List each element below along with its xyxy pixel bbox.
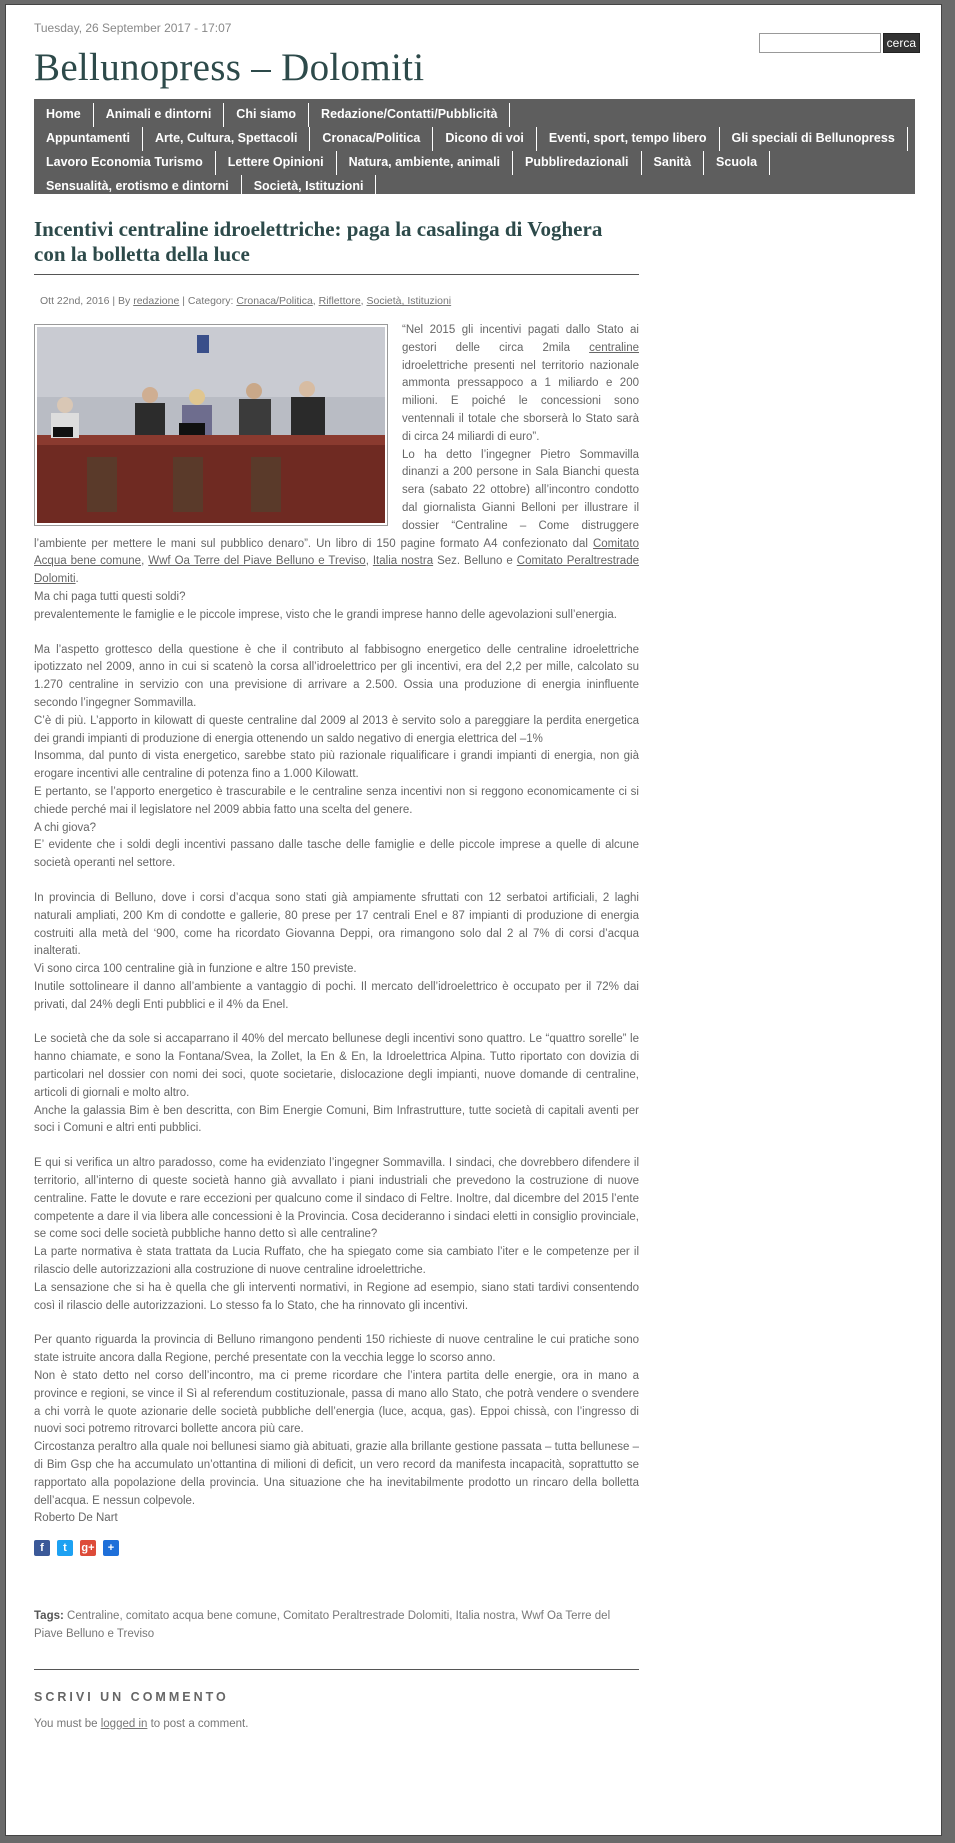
- paragraph: Vi sono circa 100 centraline già in funzione e altre 150 previste.: [34, 963, 357, 976]
- paragraph: Non è stato detto nel corso dell’incontro, ma ci preme ricordare che l’intera partita delle energie, ora in mano a province e regioni, se vince il Sì al referendum costituzionale, passa di mano allo Stato, che potrà vendere o svendere a chi vorrà le quote azionarie delle società pubbliche dell’energia (luce, acqua, gas). Eppoi chissà, con l’ingresso di nuovi soci potremo ritrovarci bollette ancora più care.: [34, 1370, 639, 1436]
- paragraph: Le società che da sole si accaparrano il 40% del mercato bellunese degli incentivi sono quattro. Le “quattro sorelle” le hanno chiamate, e sono la Fontana/Svea, la Zollet, la En & En, la Idroelettrica Alpina. Tutto riportato con dovizia di particolari nel dossier con nomi dei soci, quote societarie, dislocazione degli impianti, nuove domande di centraline, articoli di giornali e molto altro.: [34, 1033, 639, 1099]
- login-link[interactable]: logged in: [100, 1717, 148, 1730]
- nav-item[interactable]: Animali e dintorni: [94, 103, 225, 127]
- search-form: [759, 33, 920, 53]
- nav-item[interactable]: Lavoro Economia Turismo: [34, 151, 216, 175]
- comitato-acqua-link[interactable]: Comitato Acqua bene comune: [34, 537, 639, 568]
- nav-item[interactable]: Redazione/Contatti/Pubblicità: [309, 103, 510, 127]
- paragraph: Ma l’aspetto grottesco della questione è che il contributo al fabbisogno energetico delle centraline idroelettriche ipotizzato nel 2009, anno in cui si scatenò la corsa all’idroelettrico per gli incentivi, era del 2,2 per mille, calcolato su 1.270 centraline in servizio con una previsione di arrivare a 2.500. Ossia una produzione di energia ininfluente secondo l’ingegner Sommavilla.: [34, 643, 639, 709]
- category-prefix: | Category:: [179, 295, 237, 307]
- paragraph: Anche la galassia Bim è ben descritta, con Bim Energie Comuni, Bim Infrastrutture, tutte società di capitali aventi per soci i Comuni e altri enti pubblici.: [34, 1104, 639, 1135]
- nav-item[interactable]: Pubbliredazionali: [513, 151, 642, 175]
- current-date: Tuesday, 26 September 2017 - 17:07: [34, 21, 232, 35]
- nav-item[interactable]: Natura, ambiente, animali: [337, 151, 513, 175]
- tags-label: Tags:: [34, 1610, 64, 1623]
- comment-heading: SCRIVI UN COMMENTO: [34, 1689, 229, 1704]
- conference-photo-image: [37, 327, 385, 523]
- post-content: [34, 217, 639, 1730]
- paragraph: Circostanza peraltro alla quale noi bellunesi siamo già abituati, grazie alla brillante gestione passata – tutta bellunese – di Bim Gsp che ha accumulato un’ottantina di milioni di deficit, un vero record da manifesta incapacità, soprattutto se rapportato alla popolazione della provincia. Una situazione che ha inevitabilmente prodotto un rincaro della bolletta dell’acqua. E nessun colpevole.: [34, 1441, 639, 1507]
- italia-nostra-link[interactable]: Italia nostra: [372, 555, 434, 568]
- nav-item[interactable]: Chi siamo: [224, 103, 309, 127]
- paragraph: E’ evidente che i soldi degli incentivi passano dalle tasche delle famiglie e delle piccole imprese a quelle di alcune società operanti nel settore.: [34, 839, 639, 870]
- author-signature: Roberto De Nart: [34, 1512, 118, 1525]
- main-navigation: [34, 99, 915, 194]
- paragraph: Per quanto riguarda la provincia di Belluno rimangono pendenti 150 richieste di nuove centraline le cui pratiche sono state istruite ancora dalla Regione, perché presentate con la vecchia legge lo scorso anno.: [34, 1334, 639, 1365]
- nav-item[interactable]: Sanità: [642, 151, 705, 175]
- page-frame: [5, 4, 942, 1836]
- nav-item[interactable]: Home: [34, 103, 94, 127]
- nav-item[interactable]: Eventi, sport, tempo libero: [537, 127, 720, 151]
- post-date: Ott 22nd, 2016 | By: [40, 295, 134, 307]
- paragraph: Lo ha detto l’ingegner Pietro Sommavilla dinanzi a 200 persone in Sala Bianchi questa sera (sabato 22 ottobre) all’incontro condotto dal giornalista Gianni Belloni per illustrare il dossier “Centraline – Come distruggere l’ambiente per mettere le mani sul pubblico denaro”. Un libro di 150 pagine formato A4 confezionato dal Comitato Acqua bene comune, Wwf Oa Terre del Piave Belluno e Treviso, Italia nostra Sez. Belluno e Comitato Peraltrestrade Dolomiti.: [34, 448, 639, 586]
- nav-item[interactable]: Lettere Opinioni: [216, 151, 337, 175]
- paragraph: C’è di più. L’apporto in kilowatt di queste centraline dal 2009 al 2013 è servito solo a pareggiare la perdita energetica dei grandi impianti di produzione di energia ottenendo un saldo negativo di energia elettrica del –1%: [34, 714, 639, 745]
- paragraph: La sensazione che si ha è quella che gli interventi normativi, in Regione ad esempio, siano stati tardivi consentendo così il rilascio delle autorizzazioni. Lo stesso fa lo Stato, che ha rinnovato gli incentivi.: [34, 1281, 639, 1312]
- nav-item[interactable]: Appuntamenti: [34, 127, 143, 151]
- addthis-icon[interactable]: +: [103, 1540, 119, 1556]
- paragraph: Inutile sottolineare il danno all’ambiente a vantaggio di pochi. Il mercato dell’idroelettrico è occupato per il 72% dai privati, dal 24% degli Enti pubblici e il 4% da Enel.: [34, 980, 639, 1011]
- search-input[interactable]: [759, 33, 881, 53]
- category-link[interactable]: Riflettore: [318, 295, 361, 307]
- author-link[interactable]: redazione: [133, 295, 180, 307]
- centraline-link[interactable]: centraline: [589, 341, 639, 354]
- nav-item[interactable]: Scuola: [704, 151, 770, 175]
- comitato-peraltrestrade-link[interactable]: Comitato Peraltrestrade Dolomiti: [34, 555, 639, 586]
- site-title[interactable]: Bellunopress – Dolomiti: [34, 46, 425, 89]
- wwf-link[interactable]: Wwf Oa Terre del Piave Belluno e Treviso: [148, 555, 366, 568]
- search-button[interactable]: cerca: [883, 33, 920, 53]
- paragraph: Insomma, dal punto di vista energetico, sarebbe stato più razionale riqualificare i grandi impianti di energia, non già erogare incentivi alle centraline di potenza fino a 1.000 Kilowatt.: [34, 750, 639, 781]
- paragraph: In provincia di Belluno, dove i corsi d’acqua sono stati già ampiamente sfruttati con 12 serbatoi artificiali, 2 laghi naturali ampliati, 200 Km di condotte e gallerie, 80 prese per 17 centrali Enel e 87 impianti di produzione di energia costruiti alla metà del ‘900, come ha ricordato Giovanna Deppi, ora rimangono solo dal 2 al 7% di corsi d’acqua inalterati.: [34, 891, 639, 958]
- emblem-icon: [197, 335, 209, 353]
- comment-login-note: You must be logged in to post a comment.: [34, 1717, 249, 1730]
- post-title: Incentivi centraline idroelettriche: paga la casalinga di Voghera con la bolletta della luce: [34, 217, 639, 275]
- tags-list[interactable]: Centraline, comitato acqua bene comune, Comitato Peraltrestrade Dolomiti, Italia nostra, Wwf Oa Terre del Piave Belluno e Treviso: [34, 1610, 611, 1640]
- category-link[interactable]: Società, Istituzioni: [366, 295, 452, 307]
- nav-item[interactable]: Società, Istituzioni: [242, 175, 377, 199]
- googleplus-icon[interactable]: g+: [81, 1542, 95, 1555]
- nav-item[interactable]: Sensualità, erotismo e dintorni: [34, 175, 242, 199]
- paragraph: Ma chi paga tutti questi soldi?: [34, 590, 186, 603]
- divider: [34, 1669, 639, 1670]
- nav-item[interactable]: Gli speciali di Bellunopress: [720, 127, 908, 151]
- facebook-icon[interactable]: f: [34, 1540, 50, 1556]
- share-buttons: [34, 1540, 639, 1556]
- post-tags: [34, 1608, 639, 1644]
- nav-item[interactable]: Dicono di voi: [433, 127, 536, 151]
- paragraph: A chi giova?: [34, 821, 97, 834]
- paragraph: prevalentemente le famiglie e le piccole imprese, visto che le grandi imprese hanno delle agevolazioni sull’energia.: [34, 608, 617, 621]
- category-link[interactable]: Cronaca/Politica: [236, 295, 313, 307]
- twitter-icon[interactable]: t: [57, 1540, 73, 1556]
- nav-item[interactable]: Cronaca/Politica: [310, 127, 433, 151]
- post-photo: [34, 324, 388, 526]
- paragraph: “Nel 2015 gli incentivi pagati dallo Stato ai gestori delle circa 2mila centraline idroelettriche presenti nel territorio nazionale ammonta pressappoco a 1 miliardo e 200 milioni. E poiché le concessioni sono ventennali il totale che sborserà lo Stato sarà di circa 24 miliardi di euro”.: [402, 324, 639, 443]
- paragraph: La parte normativa è stata trattata da Lucia Ruffato, che ha spiegato come sia cambiato l’iter e le competenze per il rilascio delle autorizzazioni alla costruzione di nuove centraline idroelettriche.: [34, 1246, 639, 1277]
- post-meta: Ott 22nd, 2016 | By redazione | Category: Cronaca/Politica, Riflettore, Società, Istituzioni: [40, 295, 452, 307]
- paragraph: E qui si verifica un altro paradosso, come ha evidenziato l’ingegner Sommavilla. I sindaci, che dovrebbero difendere il territorio, all’interno di queste società hanno già avvallato i piani industriali che prevedono la costruzione di nuove centraline. Fatte le dovute e rare eccezioni per qualcuno come il sindaco di Feltre. Inoltre, dal dicembre del 2015 l’ente competente a dare il via libera alle concessioni è la Provincia. Cosa decideranno i sindaci eletti in consiglio provinciale, se come soci delle società pubbliche hanno detto sì alle centraline?: [34, 1157, 639, 1241]
- paragraph: E pertanto, se l’apporto energetico è trascurabile e le centraline senza incentivi non si reggono economicamente ci si chiede perché mai il legislatore nel 2009 abbia fatto una scelta del genere.: [34, 785, 639, 816]
- nav-item[interactable]: Arte, Cultura, Spettacoli: [143, 127, 310, 151]
